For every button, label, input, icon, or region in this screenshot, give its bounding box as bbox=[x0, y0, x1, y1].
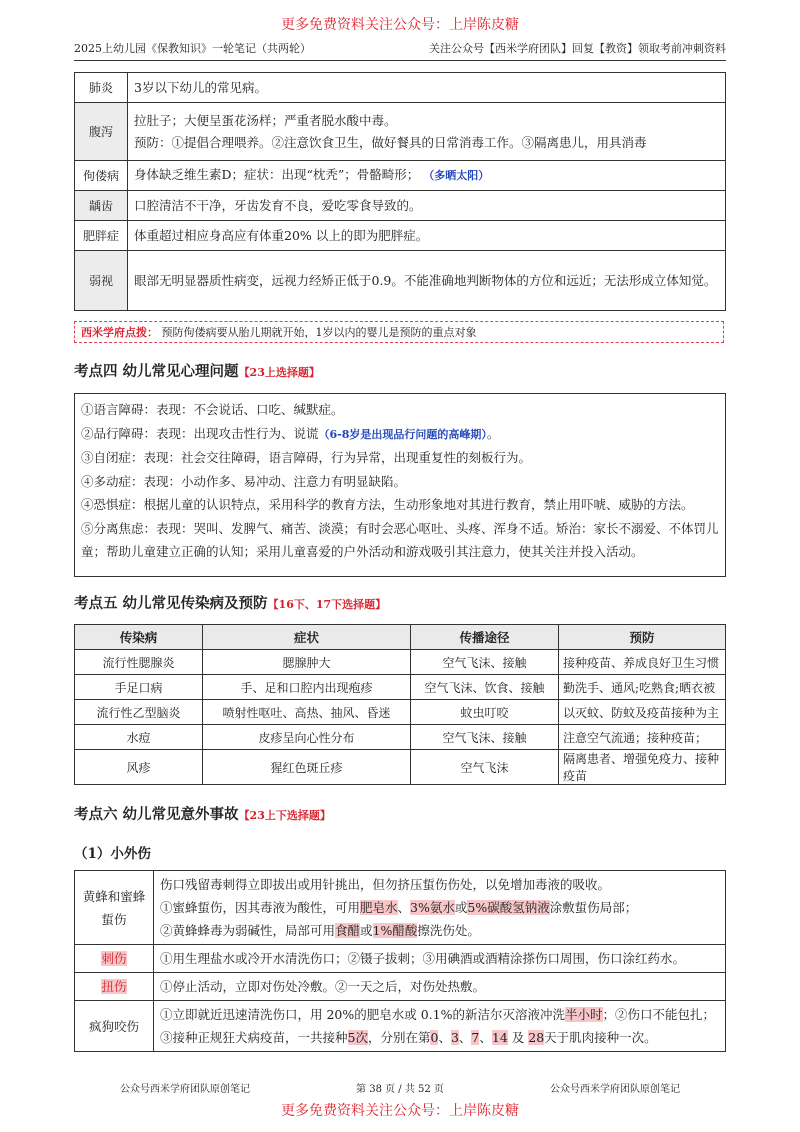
table-cell: 喷射性呕吐、高热、抽风、昏迷 bbox=[203, 700, 411, 725]
footer-left: 公众号西米学府团队原创笔记 bbox=[120, 1084, 250, 1095]
highlight: 1%醋酸 bbox=[372, 923, 418, 938]
item-text: ②品行障碍：表现：出现攻击性行为、说谎 bbox=[81, 425, 319, 441]
highlight: 0 bbox=[430, 1030, 439, 1045]
table-row bbox=[75, 251, 726, 311]
list-item: ③自闭症：表现：社会交往障碍，语言障碍，行为异常，出现重复性的刻板行为。 bbox=[81, 450, 532, 465]
table-cell: 手、足和口腔内出现疱疹 bbox=[203, 675, 411, 700]
table-cell: 勤洗手、通风;吃熟食;晒衣被 bbox=[559, 675, 726, 700]
table-row bbox=[75, 675, 726, 700]
section-title-text: 考点四 幼儿常见心理问题 bbox=[74, 363, 239, 380]
section-tag: 【23上选择题】 bbox=[238, 366, 320, 379]
row-content bbox=[128, 103, 726, 161]
list-item: ④多动症：表现：小动作多、易冲动、注意力有明显缺陷。 bbox=[81, 473, 407, 489]
section-tag: 【16下、17下选择题】 bbox=[267, 598, 387, 611]
top-promo-banner: 更多免费资料关注公众号：上岸陈皮糖 bbox=[281, 17, 519, 33]
row-label bbox=[75, 945, 154, 973]
infectious-disease-table bbox=[74, 624, 726, 785]
text-span: 天于肌肉接种一次。 bbox=[544, 1030, 657, 1045]
table-row bbox=[75, 700, 726, 725]
header-title: 2025上幼儿园《保教知识》一轮笔记（共两轮） bbox=[74, 42, 311, 55]
bottom-promo-banner: 更多免费资料关注公众号：上岸陈皮糖 bbox=[281, 1103, 519, 1119]
table-cell: 空气飞沫 bbox=[411, 750, 559, 785]
table-cell: 流行性乙型脑炎 bbox=[75, 700, 203, 725]
table-cell: 接种疫苗、养成良好卫生习惯 bbox=[559, 650, 726, 675]
row-content bbox=[128, 161, 726, 191]
table-row bbox=[75, 191, 726, 221]
item-text-end: 。 bbox=[486, 425, 500, 441]
row-line bbox=[160, 896, 719, 919]
disease-table bbox=[74, 72, 726, 311]
table-row bbox=[75, 650, 726, 675]
table-row bbox=[75, 161, 726, 191]
text-span: ①立即就近迅速清洗伤口，用 20%的肥皂水或 0.1%的新洁尔灭溶液冲洗 bbox=[160, 1007, 565, 1022]
row-content: 眼部无明显器质性病变，远视力经矫正低于0.9。不能准确地判断物体的方位和远近；无法形成立体知觉。 bbox=[128, 251, 726, 311]
table-row bbox=[75, 945, 726, 973]
psych-problems-box bbox=[74, 393, 726, 577]
table-row bbox=[75, 750, 726, 785]
section-6-title bbox=[74, 803, 331, 824]
section-4-title bbox=[74, 360, 320, 381]
subsection-title: （1）小外伤 bbox=[74, 846, 151, 862]
item-note: （6-8岁是出现品行问题的高峰期） bbox=[318, 427, 487, 441]
highlight: 3 bbox=[450, 1030, 459, 1045]
column-header: 传播途径 bbox=[411, 625, 559, 650]
row-label: 肥胖症 bbox=[75, 221, 128, 251]
highlight: 3%氨水 bbox=[410, 900, 455, 915]
text-span: 擦洗伤处。 bbox=[417, 923, 480, 938]
row-line: 预防：①提倡合理喂养。②注意饮食卫生，做好餐具的日常消毒工作。③隔离患儿，用具消毒 bbox=[134, 134, 647, 150]
text-span: 或 bbox=[454, 900, 468, 915]
table-cell: 水痘 bbox=[75, 725, 203, 750]
table-row bbox=[75, 725, 726, 750]
table-cell: 注意空气流通；接种疫苗； bbox=[559, 725, 726, 750]
row-label: 弱视 bbox=[75, 251, 128, 311]
text-span: 、 bbox=[438, 1030, 451, 1045]
highlight: 28 bbox=[528, 1030, 545, 1045]
column-header: 传染病 bbox=[75, 625, 203, 650]
label-highlight: 刺伤 bbox=[101, 951, 127, 966]
highlight: 食醋 bbox=[335, 923, 361, 938]
row-content: 3岁以下幼儿的常见病。 bbox=[128, 73, 726, 103]
highlight: 14 bbox=[491, 1030, 508, 1045]
row-content: ①停止活动，立即对伤处冷敷。②一天之后，对伤处热敷。 bbox=[154, 973, 726, 1001]
tip-text: 预防佝偻病要从胎儿期就开始，1岁以内的婴儿是预防的重点对象 bbox=[161, 326, 477, 339]
table-cell: 腮腺肿大 bbox=[203, 650, 411, 675]
table-cell: 流行性腮腺炎 bbox=[75, 650, 203, 675]
row-line: 身体缺乏维生素D；症状：出现“枕秃”；骨骼畸形； bbox=[134, 167, 420, 182]
row-content: 体重超过相应身高应有体重20% 以上的即为肥胖症。 bbox=[128, 221, 726, 251]
row-content: 口腔清洁不干净，牙齿发育不良，爱吃零食导致的。 bbox=[128, 191, 726, 221]
column-header: 预防 bbox=[559, 625, 726, 650]
text-span: 、 bbox=[458, 1030, 472, 1045]
column-header: 症状 bbox=[203, 625, 411, 650]
highlight: 半小时 bbox=[565, 1007, 603, 1022]
row-label bbox=[75, 973, 154, 1001]
row-content: ①用生理盐水或冷开水清洗伤口；②镊子拔刺；③用碘酒或酒精涂搽伤口周围，伤口涂红药水。 bbox=[154, 945, 726, 973]
section-title-text: 考点六 幼儿常见意外事故 bbox=[74, 806, 239, 823]
table-row bbox=[75, 73, 726, 103]
text-span: ②黄蜂蜂毒为弱碱性，局部可用 bbox=[160, 923, 336, 938]
table-cell: 空气飞沫、饮食、接触 bbox=[411, 675, 559, 700]
highlight: 5次 bbox=[347, 1030, 368, 1045]
row-content bbox=[154, 1001, 726, 1052]
header-divider bbox=[74, 60, 726, 61]
text-span: ，分别在第 bbox=[367, 1030, 431, 1045]
highlight: 7 bbox=[471, 1030, 480, 1045]
tip-label: 西米学府点拨： bbox=[81, 326, 158, 339]
table-cell: 空气飞沫、接触 bbox=[411, 650, 559, 675]
row-line: 拉肚子；大便呈蛋花汤样；严重者脱水酸中毒。 bbox=[134, 112, 397, 128]
row-note: （多晒太阳） bbox=[423, 169, 490, 182]
row-label: 龋齿 bbox=[75, 191, 128, 221]
table-cell: 蚊虫叮咬 bbox=[411, 700, 559, 725]
tip-box bbox=[74, 321, 724, 343]
text-span: 、 bbox=[479, 1030, 492, 1045]
row-label: 佝偻病 bbox=[75, 161, 128, 191]
row-label: 腹泻 bbox=[75, 103, 128, 161]
minor-injury-table bbox=[74, 870, 726, 1052]
highlight: 肥皂水 bbox=[360, 900, 398, 915]
footer-right: 公众号西米学府团队原创笔记 bbox=[550, 1084, 680, 1095]
row-label: 疯狗咬伤 bbox=[75, 1001, 154, 1052]
highlight: 5%碳酸氢钠液 bbox=[467, 900, 550, 915]
table-row bbox=[75, 973, 726, 1001]
table-row bbox=[75, 221, 726, 251]
table-cell: 手足口病 bbox=[75, 675, 203, 700]
section-tag: 【23上下选择题】 bbox=[238, 809, 331, 822]
text-span: ；②伤口不能包扎；③接种正规狂犬病疫苗，一共接种 bbox=[160, 1007, 716, 1045]
table-row bbox=[75, 103, 726, 161]
row-label: 黄蜂和蜜蜂蜇伤 bbox=[75, 871, 154, 945]
section-title-text: 考点五 幼儿常见传染病及预防 bbox=[74, 595, 268, 612]
section-5-title bbox=[74, 592, 386, 613]
row-line bbox=[160, 919, 719, 942]
header-notice: 关注公众号【西米学府团队】回复【教资】领取考前冲刺资料 bbox=[429, 42, 726, 55]
list-item: ①语言障碍：表现：不会说话、口吃、缄默症。 bbox=[81, 402, 344, 417]
table-row bbox=[75, 871, 726, 945]
text-span: 或 bbox=[360, 923, 373, 938]
row-content bbox=[154, 871, 726, 945]
text-span: 涂敷蜇伤局部； bbox=[549, 900, 638, 915]
row-label: 肺炎 bbox=[75, 73, 128, 103]
table-cell: 猩红色斑丘疹 bbox=[203, 750, 411, 785]
table-cell: 隔离患者、增强免疫力、接种疫苗 bbox=[559, 750, 726, 785]
page-number: 第 38 页 / 共 52 页 bbox=[356, 1084, 444, 1095]
label-highlight: 扭伤 bbox=[101, 979, 127, 994]
row-line: 伤口残留毒刺得立即拔出或用针挑出，但勿挤压蜇伤伤处，以免增加毒液的吸收。 bbox=[160, 877, 611, 892]
list-item bbox=[81, 422, 719, 447]
table-cell: 风疹 bbox=[75, 750, 203, 785]
text-span: 、 bbox=[397, 900, 411, 915]
list-item: ④恐惧症：根据儿童的认识特点，采用科学的教育方法，生动形象地对其进行教育，禁止用吓唬、威胁的方法。 bbox=[81, 497, 694, 512]
table-cell: 以灭蚊、防蚊及疫苗接种为主 bbox=[559, 700, 726, 725]
table-header-row bbox=[75, 625, 726, 650]
table-cell: 皮疹呈向心性分布 bbox=[203, 725, 411, 750]
table-row bbox=[75, 1001, 726, 1052]
table-cell: 空气飞沫、接触 bbox=[411, 725, 559, 750]
text-span: ①蜜蜂蜇伤，因其毒液为酸性，可用 bbox=[160, 900, 361, 915]
list-item: ⑤分离焦虑：表现：哭叫、发脾气、痛苦、淡漠；有时会恶心呕吐、头疼、浑身不适。矫治：家长不溺爱、不体罚儿童；帮助儿童建立正确的认知；采用儿童喜爱的户外活动和游戏吸引其注意力，使其关注并投入活动。 bbox=[81, 520, 719, 559]
text-span: 及 bbox=[507, 1030, 529, 1045]
